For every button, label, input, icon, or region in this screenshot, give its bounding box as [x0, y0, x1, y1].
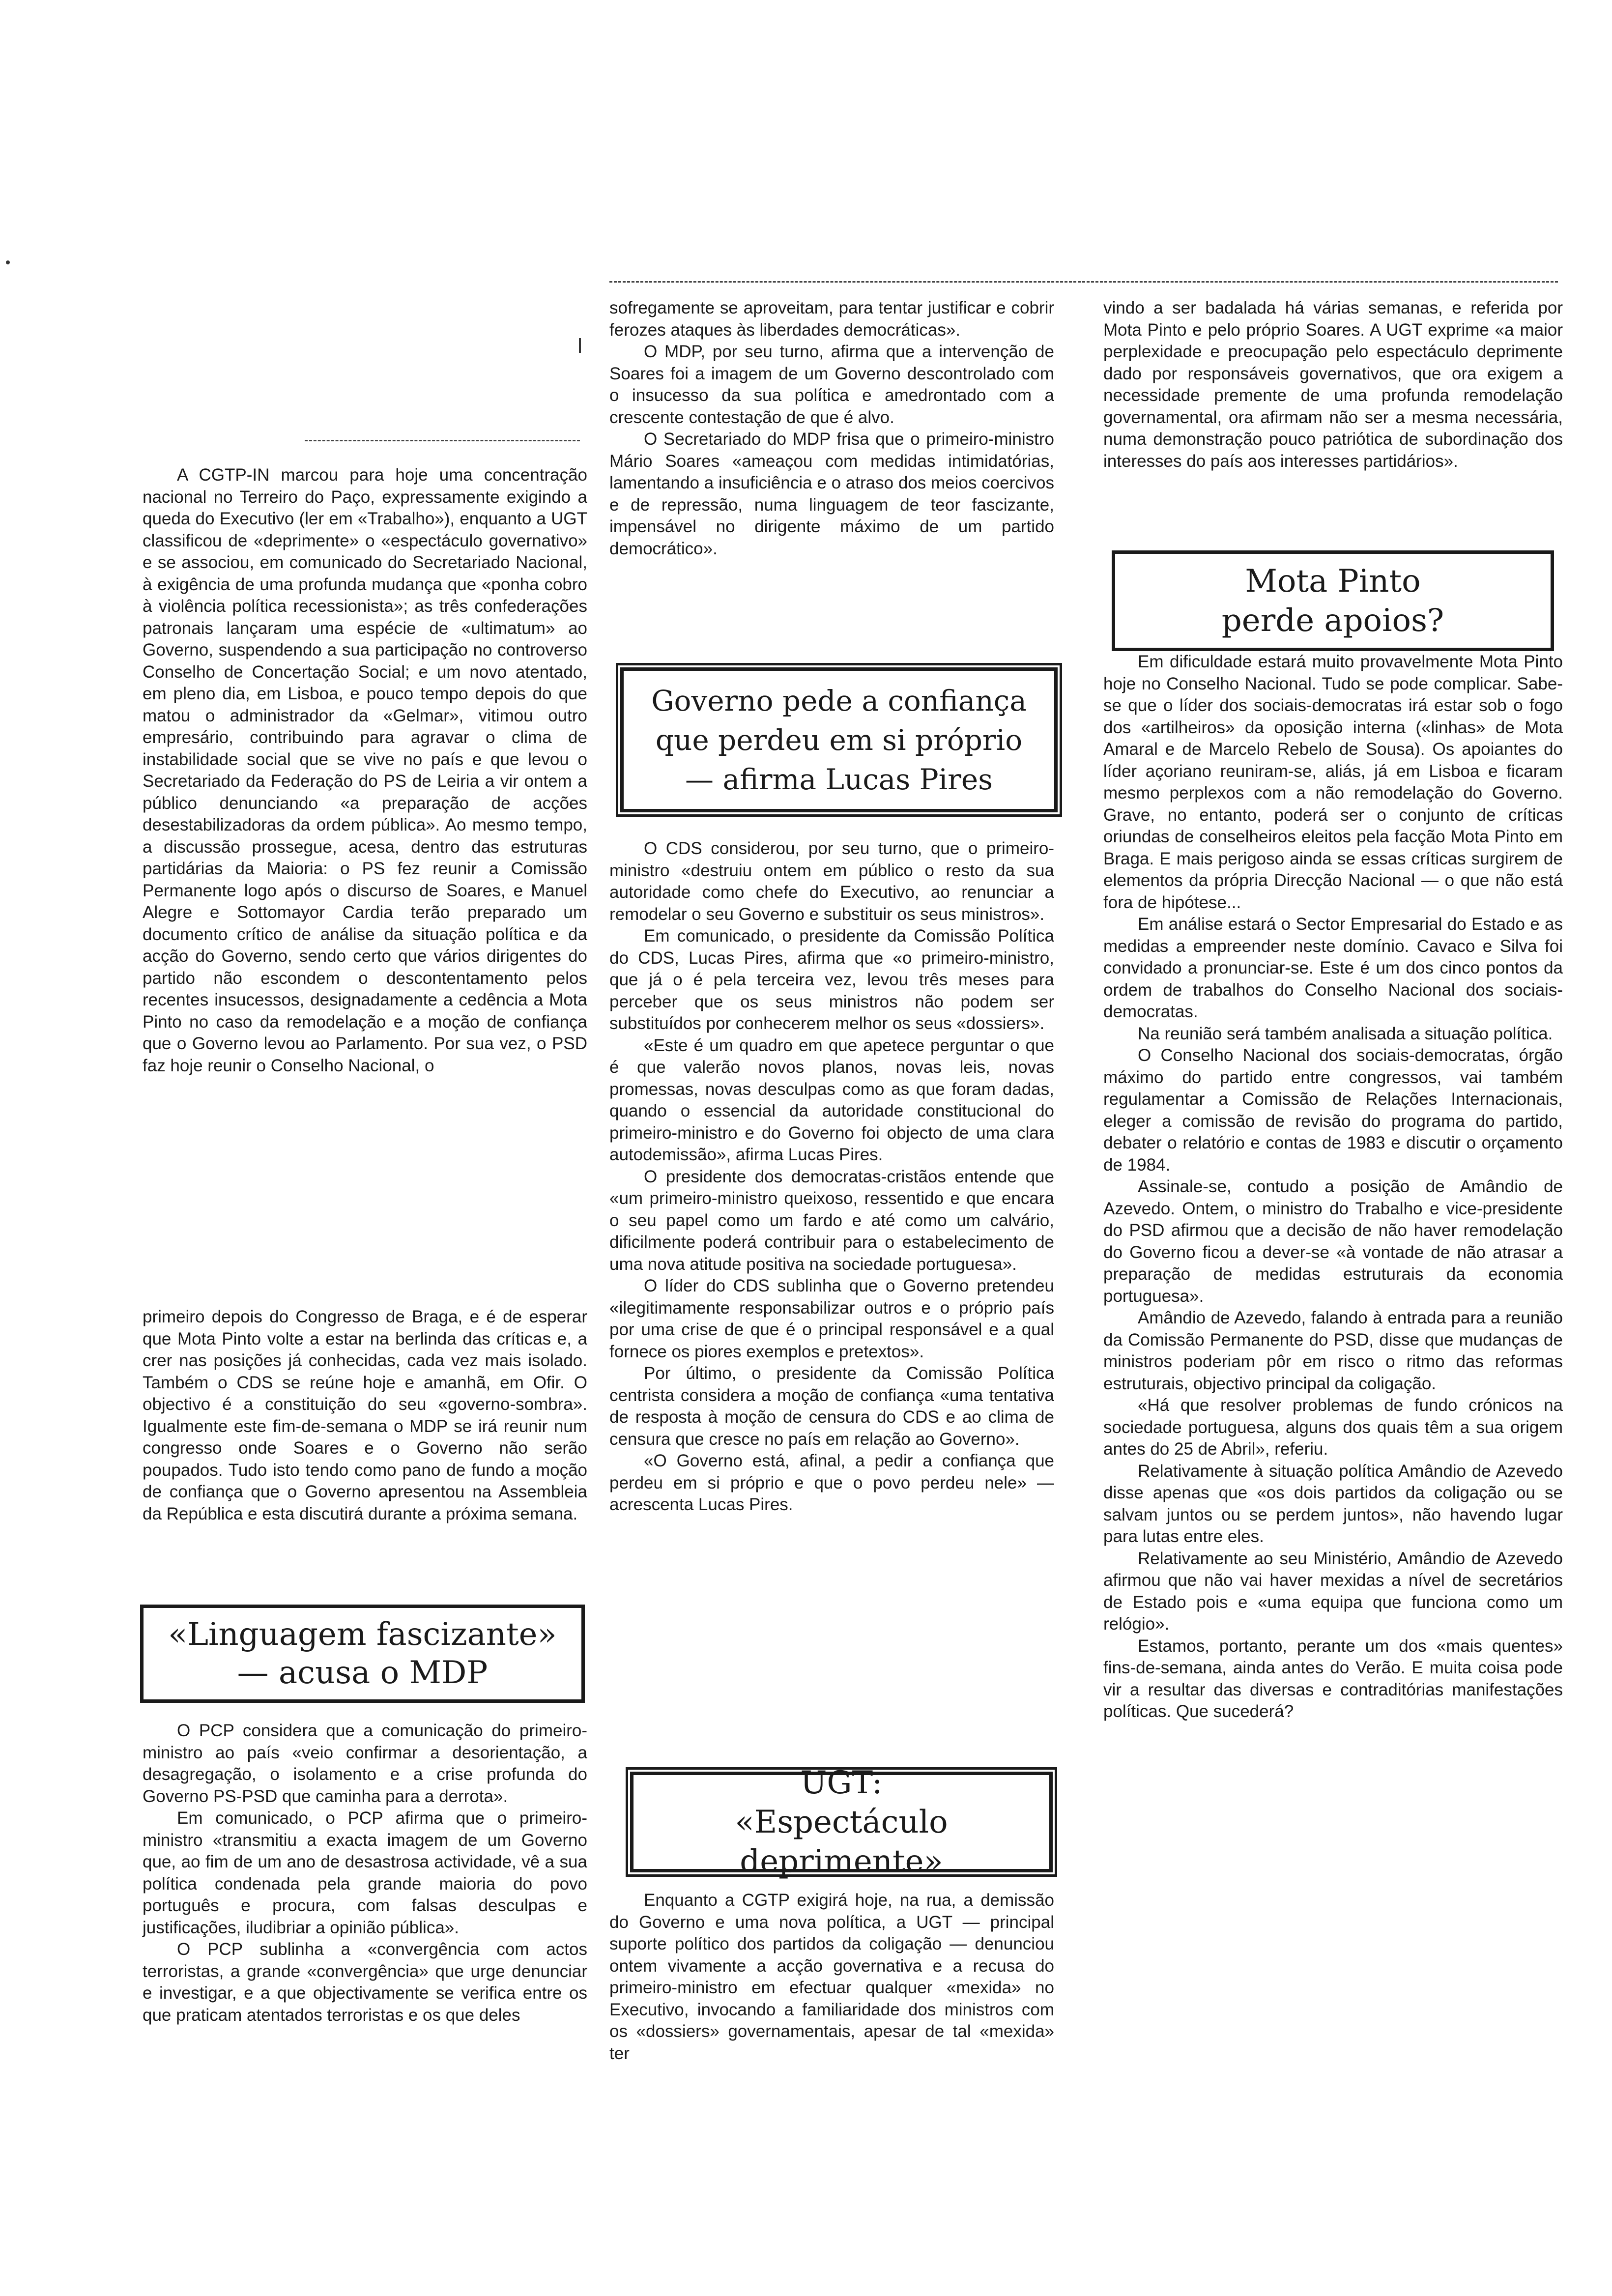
article-paragraph: O Secretariado do MDP frisa que o primeiro-ministro Mário Soares «ameaçou com medidas intimidatórias, lamentando a insuficiência e o atraso dos meios coercivos e de repressão, numa linguagem de teor fascizante, impensável no dirigente máximo de um partido democrático». [609, 430, 1054, 558]
article-paragraph: O presidente dos democratas-cristãos entende que «um primeiro-ministro queixoso, ressentido e que encara o seu papel como um fardo e até como um calvário, dificilmente poderá contribuir para o estabelecimento de uma nova atitude positiva na sociedade portuguesa». [609, 1167, 1054, 1274]
col1-top-rule [305, 440, 580, 441]
headline-line: UGT: [800, 1764, 883, 1801]
article-paragraph: sofregamente se aproveitam, para tentar justificar e cobrir ferozes ataques às liberdades democráticas». [609, 298, 1054, 340]
article-paragraph: Em comunicado, o presidente da Comissão Política do CDS, Lucas Pires, afirma que «o primeiro-ministro, que já o é pela terceira vez, levou três meses para perceber que os seus ministros não podem ser substituídos por conhecerem melhor os seus «dossiers». [609, 926, 1054, 1033]
headline-line: perde apoios? [1221, 602, 1444, 639]
article-paragraph: Por último, o presidente da Comissão Política centrista considera a moção de confiança «uma tentativa de resposta à moção de censura do CDS e ao clima de censura que cresce no país em relação ao Governo». [609, 1364, 1054, 1449]
article-paragraph: Assinale-se, contudo a posição de Amândio de Azevedo. Ontem, o ministro do Trabalho e vice-presidente do PSD afirmou que a decisão de não haver remodelação do Governo ficou a dever-se «à vontade de não atrasar a preparação de medidas estruturais da economia portuguesa». [1103, 1177, 1563, 1306]
column-2-middle [609, 838, 1054, 1516]
top-rule [609, 281, 1558, 283]
column-3-lower [1103, 651, 1563, 1723]
headline-line: que perdeu em si próprio [655, 723, 1023, 757]
article-paragraph: A CGTP-IN marcou para hoje uma concentração nacional no Terreiro do Paço, expressamente exigindo a queda do Executivo (ler em «Trabalho»), enquanto a UGT classificou de «deprimente» o «espectáculo governativo» e se associou, em comunicado do Secretariado Nacional, à exigência de uma profunda mudança que «ponha cobro à violência política recessionista»; as três confederações patronais lançaram uma espécie de «ultimatum» ao Governo, suspendendo a sua participação no controverso Conselho de Concertação Social; e um novo atentado, em pleno dia, em Lisboa, e pouco tempo depois do que matou o administrador da «Gelmar», vitimou outro empresário, contribuindo para agravar o clima de instabilidade social que se vive no país e que levou o Secretariado da Federação do PS de Leiria a vir ontem a público denunciando «a preparação de acções desestabilizadoras da ordem pública». Ao mesmo tempo, a discussão prossegue, acesa, dentro das estruturas partidárias da Maioria: o PS fez reunir a Comissão Permanente logo após o discurso de Soares, e Manuel Alegre e Sottomayor Cardia terão preparado um documento crítico de análise da situação política e da acção do Governo, sendo certo que vários dirigentes do partido não escondem o descontentamento pelos recentes insucessos, designadamente a cedência a Mota Pinto no caso da remodelação e a moção de confiança que o Governo levou ao Parlamento. Por sua vez, o PSD faz hoje reunir o Conselho Nacional, o [143, 465, 587, 1075]
article-paragraph: Enquanto a CGTP exigirá hoje, na rua, a demissão do Governo e uma nova política, a UGT — principal suporte político dos partidos da coligação — denunciou ontem vivamente a acção governativa e a recusa do primeiro-ministro em efectuar qualquer «mexida» no Executivo, invocando a familiaridade dos ministros com os «dossiers» governamentais, apesar de tal «mexida» ter [609, 1891, 1054, 2063]
article-paragraph: O Conselho Nacional dos sociais-democratas, órgão máximo do partido entre congressos, vai também regulamentar a Comissão de Relações Internacionais, eleger a comissão de revisão do programa do partido, debater o relatório e contas de 1983 e discutir o orçamento de 1984. [1103, 1046, 1563, 1175]
article-paragraph: Relativamente ao seu Ministério, Amândio de Azevedo afirmou que não vai haver mexidas a nível de secretários de Estado pois e «uma equipa que funciona como um relógio». [1103, 1549, 1563, 1634]
headline-line: — acusa o MDP [237, 1655, 488, 1691]
article-paragraph: O líder do CDS sublinha que o Governo pretendeu «ilegitimamente responsabilizar outros e o próprio país por uma crise de que é o principal responsável e a qual fornece os piores exemplos e pretextos». [609, 1276, 1054, 1361]
headline-box-mota-pinto [1112, 550, 1554, 651]
article-paragraph: Na reunião será também analisada a situação política. [1138, 1024, 1553, 1043]
column-1-lower [143, 1720, 587, 2026]
article-paragraph: Estamos, portanto, perante um dos «mais quentes» fins-de-semana, ainda antes do Verão. E muita coisa pode vir a resultar das diversas e contraditórias manifestações políticas. Que sucederá? [1103, 1636, 1563, 1721]
column-2 [609, 297, 1054, 560]
article-paragraph: Amândio de Azevedo, falando à entrada para a reunião da Comissão Permanente do PSD, disse que mudanças de ministros poderiam pôr em risco o ritmo das reformas estruturais, objectivo principal da coligação. [1103, 1308, 1563, 1393]
article-paragraph: Em análise estará o Sector Empresarial do Estado e as medidas a empreender neste domínio. Cavaco e Silva foi convidado a pronunciar-se. Este é um dos cinco pontos da ordem de trabalhos do Conselho Nacional dos sociais-democratas. [1103, 915, 1563, 1021]
article-paragraph: «Há que resolver problemas de fundo crónicos na sociedade portuguesa, alguns dos quais têm a sua origem antes do 25 de Abril», referiu. [1103, 1396, 1563, 1459]
headline-line: «Linguagem fascizante» [168, 1616, 557, 1653]
headline-line: — afirma Lucas Pires [685, 762, 993, 796]
column-2-lower [609, 1890, 1054, 2065]
article-paragraph: O PCP sublinha a «convergência com actos terroristas, a grande «convergência» que urge denunciar e investigar, e a que objectivamente se verifica entre os que praticam atentados terroristas e os que deles [143, 1940, 587, 2025]
headline-line: Governo pede a confiança [651, 684, 1027, 718]
article-paragraph: Relativamente à situação política Amândio de Azevedo disse apenas que «os dois partidos da coligação ou se salvam juntos ou se perdem juntos», não havendo lugar para lutas entre eles. [1103, 1461, 1563, 1546]
article-paragraph: «Este é um quadro em que apetece perguntar o que é que valerão novos planos, novas leis, novas promessas, novas desculpas como as que foram dadas, quando o essencial da autoridade constitucional do primeiro-ministro e do Governo foi objecto de uma clara autodemissão», afirma Lucas Pires. [609, 1035, 1054, 1164]
speck [579, 338, 581, 353]
headline-line: «Espectáculo deprimente» [735, 1804, 948, 1880]
column-1 [143, 464, 587, 1077]
headline-line: Mota Pinto [1245, 563, 1421, 600]
headline-box-linguagem [140, 1605, 585, 1703]
article-paragraph: O CDS considerou, por seu turno, que o primeiro-ministro «destruiu ontem em público o resto da sua autoridade como chefe do Executivo, ao renunciar a remodelar o seu Governo e substituir os seus ministros». [609, 839, 1054, 924]
article-paragraph: «O Governo está, afinal, a pedir a confiança que perdeu em si próprio e que o povo perdeu nele» — acrescenta Lucas Pires. [609, 1451, 1054, 1514]
article-paragraph: primeiro depois do Congresso de Braga, e é de esperar que Mota Pinto volte a estar na berlinda das críticas e, a crer nas posições já conhecidas, cada vez mais isolado. Também o CDS se reúne hoje e amanhã, em Ofir. O objectivo é a constituição do seu «governo-sombra». Igualmente este fim-de-semana o MDP se irá reunir num congresso onde Soares e o Governo não serão poupados. Tudo isto tendo como pano de fundo a moção de confiança que o Governo apresentou na Assembleia da República e esta discutirá durante a próxima semana. [143, 1307, 587, 1523]
article-paragraph: O MDP, por seu turno, afirma que a intervenção de Soares foi a imagem de um Governo descontrolado com o insucesso da sua política e amedrontado com a crescente contestação de que é alvo. [609, 342, 1054, 427]
article-paragraph: vindo a ser badalada há várias semanas, e referida por Mota Pinto e pelo próprio Soares. A UGT exprime «a maior perplexidade e preocupação pelo espectáculo deprimente dado por responsáveis governativos, que ora exigem a necessidade premente de uma profunda remodelação governamental, ora afirmam não ser a mesma necessária, numa demonstração pouco patriótica de subordinação dos interesses do país aos interesses partidários». [1103, 298, 1563, 471]
article-paragraph: Em comunicado, o PCP afirma que o primeiro-ministro «transmitiu a exacta imagem de um Governo que, ao fim de um ano de desastrosa actividade, vê a sua política condenada pela grande maioria do povo português e procura, com falsas desculpas e justificações, iludibriar a opinião pública». [143, 1808, 587, 1937]
headline-box-ugt [630, 1764, 1053, 1880]
column-3 [1103, 297, 1563, 472]
article-paragraph: Em dificuldade estará muito provavelmente Mota Pinto hoje no Conselho Nacional. Tudo se pode complicar. Sabe-se que o líder dos sociais-democratas irá estar sob o fogo dos «artilheiros» da oposição interna («linhas» de Mota Amaral e de Marcelo Rebelo de Sousa). Os apoiantes do líder açoriano reuniram-se, aliás, já em Lisboa e ficaram mesmo perplexos com a não remodelação do Governo. Grave, no entanto, poderá ser o conjunto de críticas oriundas de conselheiros eleitos pela facção Mota Pinto em Braga. E mais perigoso ainda se essas críticas surgirem de elementos da própria Direcção Nacional — o que não está fora de hipótese... [1103, 652, 1563, 912]
article-paragraph: O PCP considera que a comunicação do primeiro-ministro ao país «veio confirmar a desorientação, a desagregação, o isolamento e a crise profunda do Governo PS-PSD que caminha para a derrota». [143, 1721, 587, 1806]
column-1-continued [143, 1306, 587, 1525]
headline-box-governo [620, 667, 1058, 812]
speck [6, 260, 10, 264]
